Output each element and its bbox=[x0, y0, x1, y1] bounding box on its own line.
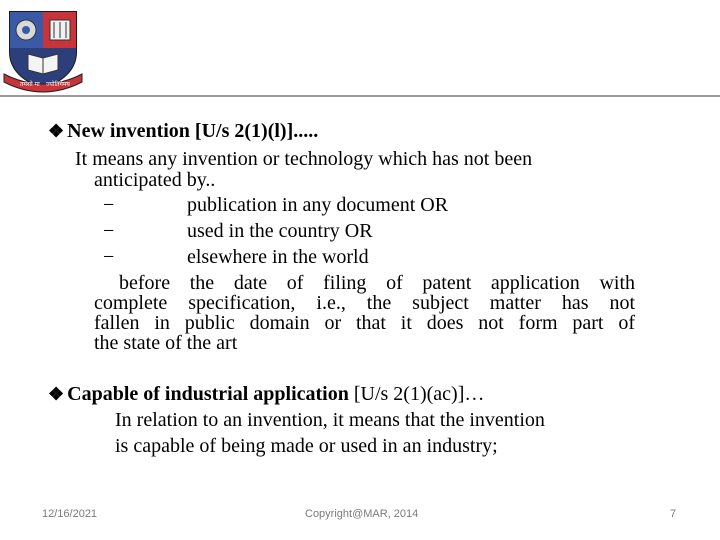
diamond-bullet-icon: ❖ bbox=[48, 121, 65, 141]
list-item: used in the country OR bbox=[187, 220, 373, 242]
body-line: anticipated by.. bbox=[94, 169, 216, 191]
body-line: complete specification, i.e., the subject matter has not bbox=[94, 292, 635, 314]
body-line: is capable of being made or used in an industry; bbox=[115, 435, 498, 457]
list-item: elsewhere in the world bbox=[187, 246, 369, 268]
body-line: In relation to an invention, it means that the invention bbox=[115, 409, 545, 431]
body-line: before the date of filing of patent application with bbox=[119, 272, 635, 294]
diamond-bullet-icon: ❖ bbox=[48, 384, 65, 404]
logo-banner-left: तमसो मा bbox=[20, 81, 40, 88]
logo-banner-right: ज्योतिर्गमय bbox=[46, 81, 70, 88]
page-number: 7 bbox=[670, 508, 677, 520]
list-item: publication in any document OR bbox=[187, 194, 449, 216]
dash-marker: − bbox=[103, 220, 115, 242]
university-logo bbox=[2, 2, 84, 94]
header-divider bbox=[0, 95, 720, 97]
footer-copyright: Copyright@MAR, 2014 bbox=[305, 508, 419, 520]
body-line: the state of the art bbox=[94, 332, 238, 354]
body-line: fallen in public domain or that it does not form part of bbox=[94, 312, 635, 334]
body-line: It means any invention or technology which has not been bbox=[75, 148, 533, 170]
footer-date: 12/16/2021 bbox=[42, 508, 98, 520]
dash-marker: − bbox=[103, 246, 115, 268]
section-heading-industrial-application: ❖ Capable of industrial application [U/s 2(1)(ac)]… bbox=[48, 383, 485, 405]
section-heading-new-invention: ❖ New invention [U/s 2(1)(l)]..... bbox=[48, 120, 319, 142]
dash-marker: − bbox=[103, 194, 115, 216]
